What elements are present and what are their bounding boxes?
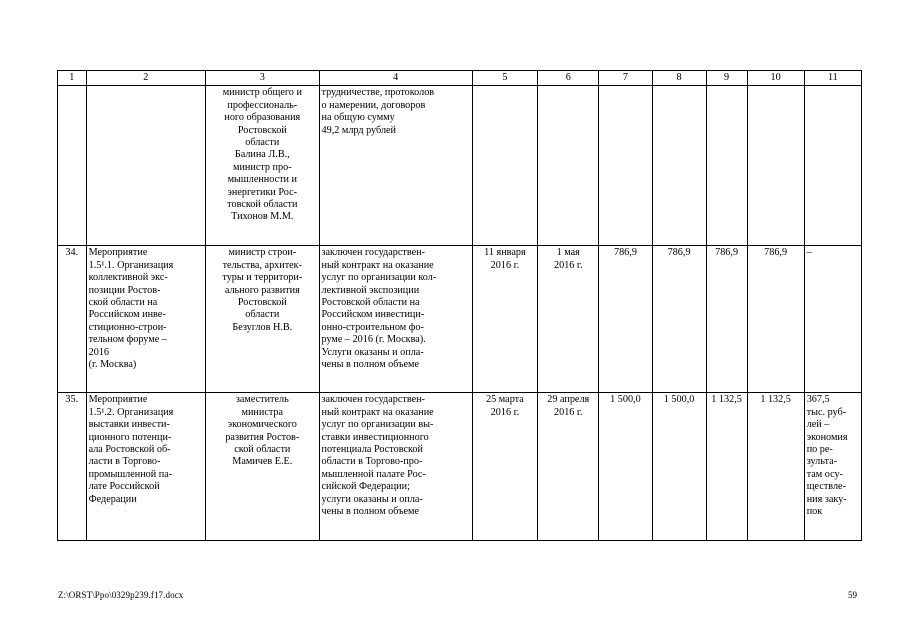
result-cell <box>319 393 472 541</box>
cell-line: по ре- <box>806 444 833 456</box>
start-date-cell <box>472 86 537 246</box>
cell-line: пок <box>806 506 823 518</box>
cell-line: 49,2 млрд рублей <box>321 124 397 136</box>
cell-line: ществле- <box>806 481 846 493</box>
amount-cell: 786,9 <box>747 246 804 393</box>
table-row <box>58 246 862 393</box>
cell-line: коллективной экс- <box>88 272 168 284</box>
event-cell <box>86 86 206 246</box>
header-cell: 8 <box>652 71 706 86</box>
cell-line: Балина Л.В., <box>234 149 290 161</box>
cell-line: ала Ростовской об- <box>88 444 171 456</box>
cell-line: ный контракт на оказание <box>321 259 434 271</box>
cell-line: 11 января <box>484 247 526 259</box>
note-cell <box>804 393 861 541</box>
cell-line: ской области на <box>88 297 158 309</box>
cell-line: Ростовской <box>237 297 287 309</box>
result-cell <box>319 86 472 246</box>
cell-line: министр общего и <box>222 87 302 99</box>
cell-line: тыс. руб- <box>806 406 847 418</box>
cell-line: стиционно-строи- <box>88 321 167 333</box>
start-date-cell <box>472 393 537 541</box>
cell-line: потенциала Ростовской <box>321 444 423 456</box>
cell-line: Мероприятие <box>88 394 148 406</box>
file-path: Z:\ORST\Ppo\0329p239.f17.docx <box>58 590 184 600</box>
amount-cell: 786,9 <box>599 246 652 393</box>
cell-line: 2016 г. <box>490 259 520 271</box>
header-cell: 4 <box>319 71 472 86</box>
cell-line: услуги оказаны и опла- <box>321 493 423 505</box>
cell-line: – <box>806 247 812 259</box>
cell-line: заключен государствен- <box>321 247 425 259</box>
cell-line: Мамичев Е.Е. <box>232 456 293 468</box>
cell-line: на общую сумму <box>321 112 395 124</box>
row-number-cell: 35. <box>58 393 87 541</box>
cell-line: услуг по организации вы- <box>321 419 434 431</box>
note-cell <box>804 86 861 246</box>
amount-cell <box>599 86 652 246</box>
cell-line: Российском инве- <box>88 309 166 321</box>
cell-line: туры и территори- <box>222 272 303 284</box>
cell-line: 1.5¹.2. Организация <box>88 406 174 418</box>
amount-cell <box>747 86 804 246</box>
cell-line: чены в полном объеме <box>321 506 419 518</box>
cell-line: ального развития <box>224 284 300 296</box>
cell-line: позиции Ростов- <box>88 284 161 296</box>
event-cell <box>86 246 206 393</box>
cell-line: Услуги оказаны и опла- <box>321 346 424 358</box>
cell-line: мышленной палате Рос- <box>321 468 426 480</box>
amount-cell <box>706 86 747 246</box>
table-row <box>58 86 862 246</box>
cell-line: лей – <box>806 419 830 431</box>
cell-line: Федерации <box>88 493 137 505</box>
cell-line: промышленной па- <box>88 468 173 480</box>
cell-line: ного образования <box>224 112 301 124</box>
amount-cell: 1 132,5 <box>747 393 804 541</box>
header-cell: 2 <box>86 71 206 86</box>
cell-line: энергетики Рос- <box>227 186 298 198</box>
cell-line: чены в полном объеме <box>321 359 419 371</box>
cell-line: (г. Москва) <box>88 359 137 371</box>
cell-line: Мероприятие <box>88 247 148 259</box>
cell-line: Ростовской <box>237 124 287 136</box>
end-date-cell <box>538 86 599 246</box>
header-cell: 1 <box>58 71 87 86</box>
cell-line: Ростовской области на <box>321 297 420 309</box>
header-cell: 6 <box>538 71 599 86</box>
header-cell: 5 <box>472 71 537 86</box>
cell-line: Российском инвестици- <box>321 309 425 321</box>
cell-line: о намерении, договоров <box>321 99 426 111</box>
row-number-cell <box>58 86 87 246</box>
responsible-cell <box>206 86 319 246</box>
page-number: 59 <box>848 590 857 600</box>
cell-line: ласти в Торгово- <box>88 456 161 468</box>
cell-line: ный контракт на оказание <box>321 406 434 418</box>
responsible-cell <box>206 246 319 393</box>
cell-line: руме – 2016 (г. Москва). <box>321 334 426 346</box>
row-number-cell: 34. <box>58 246 87 393</box>
data-table <box>57 70 862 541</box>
cell-line: министр строи- <box>228 247 297 259</box>
cell-line: министр про- <box>233 161 292 173</box>
cell-line: 2016 г. <box>554 406 583 418</box>
cell-line: 2016 г. <box>490 406 520 418</box>
event-cell <box>86 393 206 541</box>
amount-cell: 1 132,5 <box>706 393 747 541</box>
start-date-cell <box>472 246 537 393</box>
amount-cell: 1 500,0 <box>599 393 652 541</box>
cell-line: ской области <box>234 444 291 456</box>
cell-line: экономия <box>806 431 848 443</box>
cell-line: 25 марта <box>486 394 524 406</box>
table-row <box>58 393 862 541</box>
cell-line: ния заку- <box>806 493 847 505</box>
cell-line: 2016 <box>88 346 109 358</box>
header-row <box>58 71 862 86</box>
header-cell: 9 <box>706 71 747 86</box>
cell-line: 367,5 <box>806 394 830 406</box>
header-cell: 3 <box>206 71 319 86</box>
cell-line: заместитель <box>235 394 289 406</box>
cell-line: зульта- <box>806 456 837 468</box>
header-cell: 11 <box>804 71 861 86</box>
cell-line: мышленности и <box>227 174 298 186</box>
cell-line: 1 мая <box>556 247 580 259</box>
cell-line: Тихонов М.М. <box>231 211 294 223</box>
cell-line: лате Российской <box>88 481 160 493</box>
amount-cell: 786,9 <box>706 246 747 393</box>
cell-line: там осу- <box>806 468 844 480</box>
note-cell <box>804 246 861 393</box>
cell-line: 1.5¹.1. Организация <box>88 259 174 271</box>
cell-line: услуг по организации кол- <box>321 272 437 284</box>
cell-line: области <box>245 309 280 321</box>
cell-line: тельства, архитек- <box>222 259 303 271</box>
amount-cell <box>652 86 706 246</box>
cell-line: области в Торгово-про- <box>321 456 423 468</box>
cell-line: области <box>245 137 280 149</box>
end-date-cell <box>538 246 599 393</box>
end-date-cell <box>538 393 599 541</box>
cell-line: развития Ростов- <box>225 431 300 443</box>
cell-line: товской области <box>227 199 298 211</box>
cell-line: тельном форуме – <box>88 334 167 346</box>
cell-line: сийской Федерации; <box>321 481 410 493</box>
cell-line: 29 апреля <box>547 394 590 406</box>
cell-line: министра <box>241 406 284 418</box>
cell-line: ционного потенци- <box>88 431 172 443</box>
header-cell: 10 <box>747 71 804 86</box>
cell-line: Безуглов Н.В. <box>232 321 293 333</box>
amount-cell: 786,9 <box>652 246 706 393</box>
cell-line: заключен государствен- <box>321 394 425 406</box>
cell-line: трудничестве, протоколов <box>321 87 435 99</box>
amount-cell: 1 500,0 <box>652 393 706 541</box>
responsible-cell <box>206 393 319 541</box>
cell-line: лективной экспозиции <box>321 284 420 296</box>
cell-line: 2016 г. <box>554 259 583 271</box>
result-cell <box>319 246 472 393</box>
cell-line: экономического <box>227 419 297 431</box>
cell-line: профессиональ- <box>227 99 298 111</box>
cell-line: ставки инвестиционного <box>321 431 429 443</box>
cell-line: онно-строительном фо- <box>321 321 424 333</box>
cell-line: выставки инвести- <box>88 419 170 431</box>
header-cell: 7 <box>599 71 652 86</box>
